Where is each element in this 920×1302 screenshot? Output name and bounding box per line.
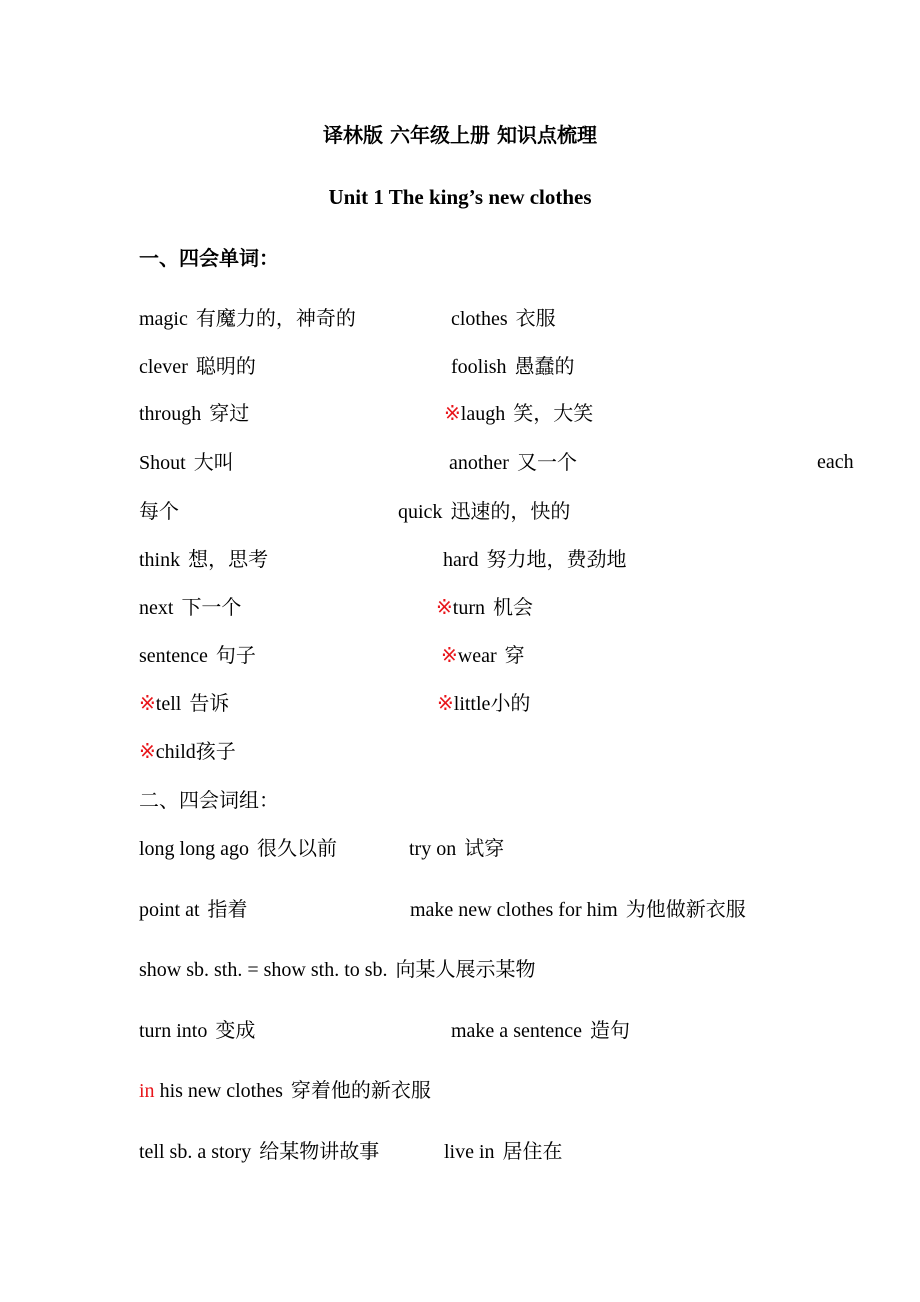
word-zh: 下一个: [181, 595, 242, 619]
word-zh: 机会: [492, 595, 533, 619]
word-item: [398, 498, 570, 525]
phrase-zh: 变成: [215, 1018, 256, 1042]
word-en: laugh: [460, 403, 506, 425]
reference-mark: ※: [139, 739, 156, 763]
word-zh: 句子: [215, 643, 256, 667]
reference-mark: ※: [437, 691, 454, 715]
word-en: turn: [452, 597, 485, 619]
phrase-en: make new clothes for him: [410, 899, 618, 921]
word-en: clothes: [451, 308, 508, 330]
word-item: [443, 546, 627, 573]
phrase-zh: 居住在: [502, 1139, 563, 1163]
reference-mark: ※: [444, 401, 461, 425]
word-zh: 衣服: [515, 306, 556, 330]
phrase-item: [444, 1138, 563, 1165]
section2-heading: 二、四会词组：: [139, 788, 279, 812]
phrase-en: turn into: [139, 1020, 208, 1042]
word-item: [451, 353, 575, 380]
word-zh: 想，思考: [188, 547, 269, 571]
word-en: clever: [139, 356, 188, 378]
phrase-zh: 试穿: [464, 836, 505, 860]
phrase-item: [451, 1017, 630, 1044]
unit-title: Unit 1 The king’s new clothes: [328, 185, 592, 209]
word-item: [436, 594, 533, 621]
phrase-en: make a sentence: [451, 1020, 583, 1042]
phrase-item: [410, 896, 746, 923]
word-zh: 穿过: [209, 401, 250, 425]
word-en: quick: [398, 501, 443, 523]
word-zh: 又一个: [516, 450, 577, 474]
word-en: child: [155, 741, 196, 763]
word-item: [139, 546, 268, 573]
phrase-en: live in: [444, 1141, 495, 1163]
phrase-zh: 向某人展示某物: [395, 957, 536, 981]
word-item: [139, 642, 256, 669]
phrase-en: point at: [139, 899, 200, 921]
word-zh: 迅速的，快的: [450, 499, 571, 523]
phrase-en: his new clothes: [159, 1080, 283, 1102]
word-item: [139, 449, 234, 476]
word-zh: 穿: [504, 643, 525, 667]
word-en: each: [817, 451, 854, 473]
section1-heading: 一、四会单词：: [139, 246, 279, 270]
word-en: little: [453, 693, 491, 715]
word-zh: 努力地，费劲地: [486, 547, 627, 571]
phrase-zh: 指着: [207, 897, 248, 921]
word-en: sentence: [139, 645, 208, 667]
word-zh: 大叫: [193, 450, 234, 474]
word-en: foolish: [451, 356, 507, 378]
reference-mark: ※: [441, 643, 458, 667]
reference-mark: ※: [139, 691, 156, 715]
word-en: tell: [155, 693, 182, 715]
word-item: [437, 690, 530, 717]
doc-title: 译林版 六年级上册 知识点梳理: [323, 123, 597, 147]
word-en: magic: [139, 308, 188, 330]
phrase-en-highlight: in: [139, 1080, 155, 1102]
word-en: through: [139, 403, 202, 425]
word-zh: 每个: [139, 499, 179, 523]
word-en: Shout: [139, 452, 186, 474]
phrase-en: show sb. sth. = show sth. to sb.: [139, 959, 388, 981]
word-item: [449, 449, 577, 476]
word-item: [139, 400, 249, 427]
word-en: next: [139, 597, 174, 619]
word-zh: 聪明的: [195, 354, 256, 378]
phrase-item: [139, 1077, 431, 1104]
word-en: hard: [443, 549, 479, 571]
phrase-zh: 给某物讲故事: [259, 1139, 380, 1163]
word-zh: 笑，大笑: [513, 401, 594, 425]
phrase-zh: 穿着他的新衣服: [290, 1078, 431, 1102]
reference-mark: ※: [436, 595, 453, 619]
word-zh: 孩子: [195, 739, 236, 763]
word-item: [139, 738, 236, 765]
phrase-zh: 很久以前: [257, 836, 337, 860]
phrase-item: [409, 835, 504, 862]
phrase-item: [139, 896, 248, 923]
word-item: [139, 305, 356, 332]
phrase-zh: 造句: [590, 1018, 631, 1042]
word-zh: 愚蠢的: [514, 354, 575, 378]
word-en: another: [449, 452, 509, 474]
word-item: [441, 642, 525, 669]
word-item: [139, 690, 229, 717]
word-item: [451, 305, 556, 332]
word-en: wear: [457, 645, 497, 667]
word-item: [139, 353, 256, 380]
word-zh: 有魔力的，神奇的: [195, 306, 356, 330]
word-en: think: [139, 549, 181, 571]
phrase-item: [139, 956, 536, 983]
phrase-en: try on: [409, 838, 457, 860]
phrase-item: [139, 835, 337, 862]
phrase-item: [139, 1017, 255, 1044]
word-item: [139, 594, 241, 621]
phrase-en: tell sb. a story: [139, 1141, 252, 1163]
phrase-zh: 为他做新衣服: [625, 897, 746, 921]
phrase-en: long long ago: [139, 838, 249, 860]
word-item: [444, 400, 593, 427]
word-zh: 告诉: [189, 691, 230, 715]
phrase-item: [139, 1138, 379, 1165]
word-zh: 小的: [490, 691, 531, 715]
